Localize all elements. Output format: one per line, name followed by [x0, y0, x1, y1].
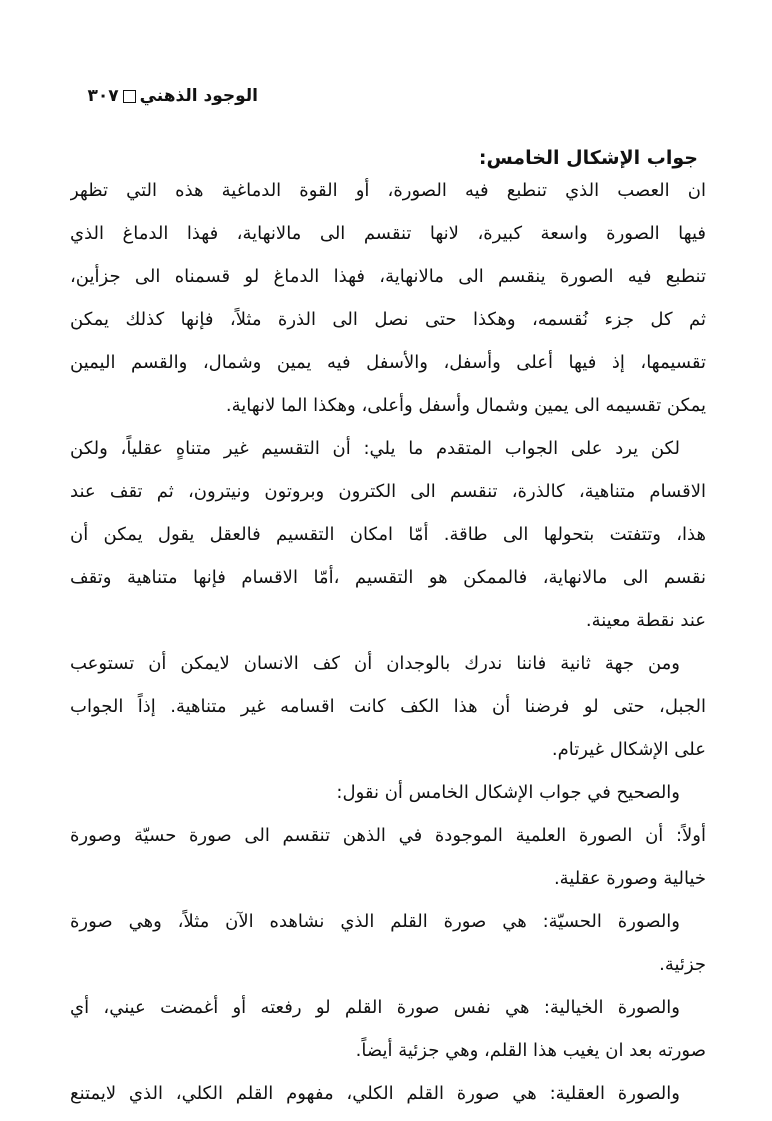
text-line: صورته بعد ان يغيب هذا القلم، وهي جزئية أيضاً.: [355, 1040, 706, 1061]
text-line: فيها الصورة واسعة كبيرة، لانها تنقسم الى مالانهاية، فهذا الدماغ الذي: [70, 223, 706, 244]
text-line: خيالية وصورة عقلية.: [553, 868, 706, 889]
text-line: الجبل، حتى لو فرضنا أن هذا الكف كانت اقسامه غير متناهية. إذاً الجواب: [70, 696, 706, 717]
header-title: الوجود الذهني: [139, 86, 258, 106]
text-line: لكن يرد على الجواب المتقدم ما يلي: أن التقسيم غير متناهٍ عقلياً، ولكن: [70, 438, 680, 459]
running-header: [28, 86, 258, 106]
text-line: ثم كل جزء نُقسمه، وهكذا حتى نصل الى الذرة مثلاً، فإنها كذلك يمكن: [70, 309, 706, 330]
section-heading: جواب الإشكال الخامس:: [478, 147, 698, 169]
text-line: تقسيمها، إذ فيها أعلى وأسفل، والأسفل فيه يمين وشمال، والقسم اليمين: [70, 352, 706, 373]
text-line: على الإشكال غيرتام.: [551, 739, 706, 760]
text-line: والصورة الخيالية: هي نفس صورة القلم لو رفعته أو أغمضت عيني، أي: [70, 997, 680, 1018]
text-line: الاقسام متناهية، كالذرة، تنقسم الى الكترون وبروتون ونيترون، ثم تقف عند: [70, 481, 706, 502]
text-line: جزئية.: [659, 954, 706, 975]
text-line: نقسم الى مالانهاية، فالممكن هو التقسيم ،أمّا الاقسام فإنها متناهية وتقف: [70, 567, 706, 588]
text-line: ان العصب الذي تنطبع فيه الصورة، أو القوة الدماغية هذه التي تظهر: [70, 180, 706, 201]
text-line: ومن جهة ثانية فاننا ندرك بالوجدان أن كف الانسان لايمكن أن تستوعب: [70, 653, 680, 674]
text-line: تنطبع فيه الصورة ينقسم الى مالانهاية، فهذا الدماغ لو قسمناه الى جزأين،: [70, 266, 706, 287]
text-line: عند نقطة معينة.: [585, 610, 706, 631]
page-number: ٣٠٧: [87, 86, 119, 106]
body-text: [70, 175, 706, 1121]
text-line: يمكن تقسيمه الى يمين وشمال وأسفل وأعلى، وهكذا الما لانهاية.: [225, 395, 706, 416]
text-line: هذا، وتتفتت بتحولها الى طاقة. أمّا امكان التقسيم فالعقل يقول يمكن أن: [70, 524, 706, 545]
text-line: والصحيح في جواب الإشكال الخامس أن نقول:: [336, 782, 680, 803]
text-line: والصورة الحسيّة: هي صورة القلم الذي نشاهده الآن مثلاً، وهي صورة: [70, 911, 680, 932]
text-line: والصورة العقلية: هي صورة القلم الكلي، مفهوم القلم الكلي، الذي لايمتنع: [70, 1083, 680, 1104]
text-line: أولاً: أن الصورة العلمية الموجودة في الذهن تنقسم الى صورة حسيّة وصورة: [70, 825, 706, 846]
square-separator-icon: [123, 90, 136, 103]
